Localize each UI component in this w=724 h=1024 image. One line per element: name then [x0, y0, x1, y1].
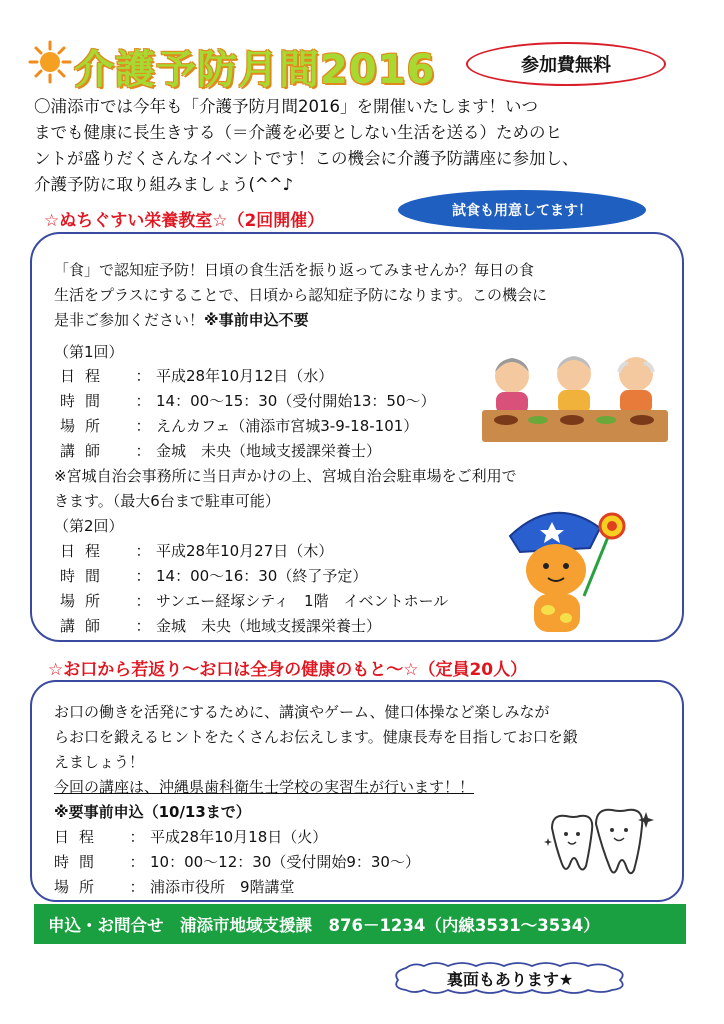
section2-time-row: 時間 ： 10：00～12：30（受付開始9：30～）: [54, 850, 420, 875]
section1-description: 「食」で認知症予防！日頃の食生活を振り返ってみませんか？毎日の食 生活をプラスにすることで、日頃から認知症予防になります。この機会に 是非ご参加ください！※事前申込不要: [54, 261, 548, 329]
section2-place: 浦添市役所 9階講堂: [150, 878, 295, 896]
lecturer-label: 講師: [60, 617, 111, 635]
section2-date: 平成28年10月18日（火）: [150, 828, 328, 846]
session1-label: （第1回）: [54, 343, 124, 361]
session1-date-row: 日程 ： 平成28年10月12日（水）: [60, 364, 333, 389]
place-label: 場所: [60, 592, 111, 610]
mascot-illustration: [504, 496, 634, 640]
elderly-dining-illustration: [482, 350, 668, 442]
session2-place-row: 場所 ： サンエー経塚シティ 1階 イベントホール: [60, 589, 448, 614]
session1-place: えんカフェ（浦添市宮城3-9-18-101）: [156, 417, 419, 435]
time-label: 時間: [60, 567, 111, 585]
session2-lecturer: 金城 未央（地域支援課栄養士）: [156, 617, 382, 635]
session2-time-row: 時間 ： 14：00～16：30（終了予定）: [60, 564, 367, 589]
teeth-illustration: [544, 808, 654, 880]
time-label: 時間: [54, 853, 105, 871]
section2-date-row: 日程 ： 平成28年10月18日（火）: [54, 825, 327, 850]
section2-time: 10：00～12：30（受付開始9：30～）: [150, 853, 420, 871]
section2-place-row: 場所 ： 浦添市役所 9階講堂: [54, 875, 295, 900]
students-note: 今回の講座は、沖縄県歯科衛生士学校の実習生が行います！！: [54, 778, 475, 796]
session1-place-row: 場所 ： えんカフェ（浦添市宮城3-9-18-101）: [60, 414, 418, 439]
time-label: 時間: [60, 392, 111, 410]
date-label: 日程: [60, 542, 111, 560]
date-label: 日程: [54, 828, 105, 846]
session2-date-row: 日程 ： 平成28年10月27日（木）: [60, 539, 333, 564]
session2-date: 平成28年10月27日（木）: [156, 542, 334, 560]
back-side-note: 裏面もあります★: [446, 969, 574, 989]
intro-text: 〇浦添市では今年も「介護予防月間2016」を開催いたします！いつ までも健康に長生きする（＝介護を必要としない生活を送る）ためのヒ ントが盛りだくさんなイベントです！この機会に介護予防講座に参加し、 介護予防に取り組みましょう(^^♪: [34, 97, 579, 194]
session1-lecturer: 金城 未央（地域支援課栄養士）: [156, 442, 382, 460]
session2-label: （第2回）: [54, 517, 124, 535]
reservation-note: ※要事前申込（10/13まで）: [54, 803, 251, 821]
session1-time-row: 時間 ： 14：00～15：30（受付開始13：50～）: [60, 389, 436, 414]
session1-time: 14：00～15：30（受付開始13：50～）: [156, 392, 436, 410]
fee-badge: 参加費無料: [466, 42, 666, 86]
no-reservation-note: ※事前申込不要: [204, 311, 309, 329]
session2-place: サンエー経塚シティ 1階 イベントホール: [156, 592, 449, 610]
tasting-bubble: 試食も用意してます！: [398, 190, 646, 230]
place-label: 場所: [54, 878, 105, 896]
place-label: 場所: [60, 417, 111, 435]
session2-time: 14：00～16：30（終了予定）: [156, 567, 368, 585]
date-label: 日程: [60, 367, 111, 385]
contact-bar: 申込・お問合せ 浦添市地域支援課 876－1234（内線3531～3534）: [34, 904, 686, 944]
lecturer-label: 講師: [60, 442, 111, 460]
section2-heading: ☆お口から若返り～お口は全身の健康のもと～☆（定員20人）: [48, 660, 528, 680]
sun-icon: [28, 40, 72, 84]
session1-lecturer-row: 講師 ： 金城 未央（地域支援課栄養士）: [60, 439, 381, 464]
page-title: 介護予防月間2016: [74, 47, 436, 93]
parking-note: ※宮城自治会事務所に当日声かけの上、宮城自治会駐車場をご利用で きます。（最大6台まで駐車可能）: [54, 467, 517, 510]
section2-description: お口の働きを活発にするために、講演やゲーム、健口体操など楽しみなが らお口を鍛えるヒントをたくさんお伝えします。健康長寿を目指してお口を鍛 えましょう！: [54, 703, 578, 771]
session2-lecturer-row: 講師 ： 金城 未央（地域支援課栄養士）: [60, 614, 381, 639]
session1-date: 平成28年10月12日（水）: [156, 367, 334, 385]
section1-heading: ☆ぬちぐすい栄養教室☆（2回開催）: [44, 211, 325, 231]
